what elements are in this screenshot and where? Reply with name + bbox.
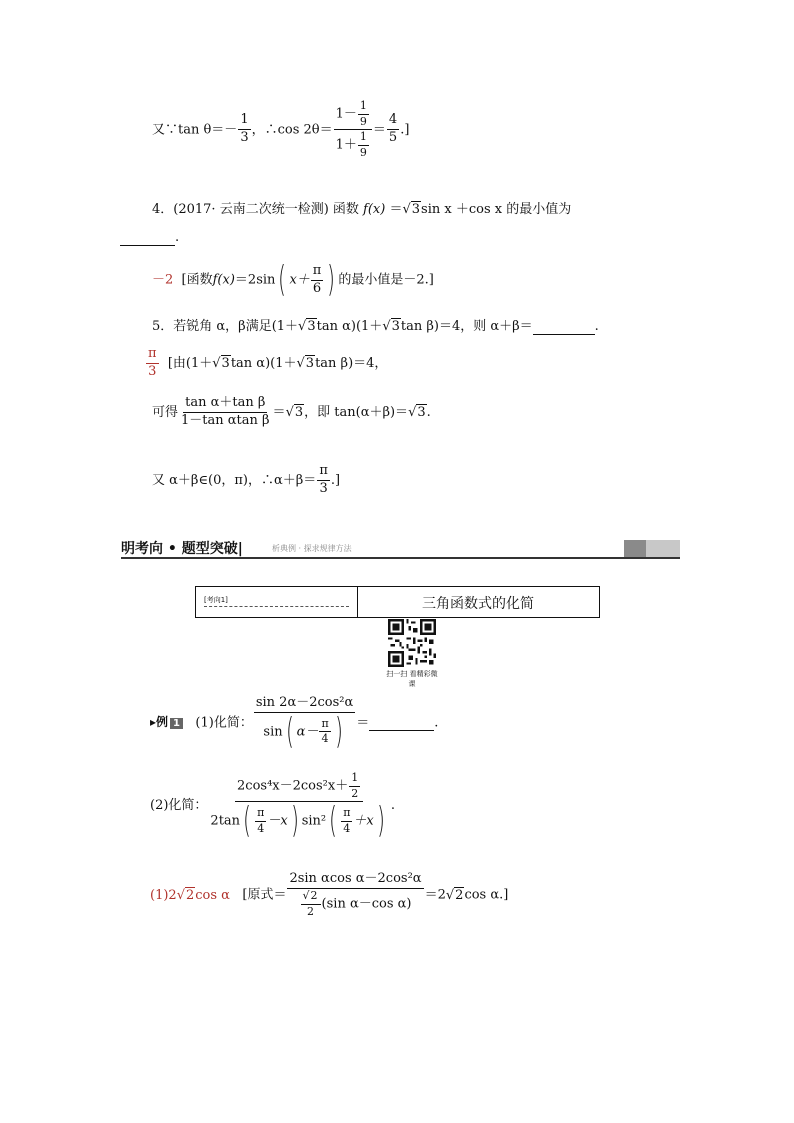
sqrt: √2 [176, 887, 195, 903]
text: . [175, 230, 180, 245]
fraction [358, 131, 369, 159]
sqrt: √3 [285, 404, 304, 420]
text: 又 α＋β∈(0，π)，∴α＋β＝ [152, 472, 317, 488]
text: . [434, 715, 439, 731]
num: π [341, 807, 352, 822]
text: tan β)＝4，则 α＋β＝ [400, 319, 533, 334]
text: ＝ [385, 202, 403, 217]
num [235, 772, 363, 802]
paren: ( [278, 259, 287, 300]
den: 3 [148, 363, 157, 379]
badge-text: 例 [156, 715, 169, 730]
den: 3 [240, 130, 249, 146]
example-1-part1 [150, 696, 438, 750]
text: cos α [195, 887, 230, 903]
radicand: 3 [417, 404, 426, 420]
text: .] [400, 122, 410, 138]
answer-fraction [146, 347, 159, 380]
text: sin [263, 724, 283, 740]
sqrt: √2 [445, 887, 464, 903]
text: 4．(2017· 云南二次统一检测) 函数 [152, 202, 364, 217]
line-tan-theta [152, 100, 409, 160]
fraction [349, 772, 360, 800]
question-5 [152, 315, 599, 335]
sqrt: √2 [302, 888, 318, 902]
example-1-part2 [150, 771, 395, 842]
paren: ) [327, 259, 336, 300]
radicand: 3 [391, 319, 400, 334]
den: 4 [321, 732, 329, 746]
title-text: 明考向 • 题型突破 [121, 541, 238, 557]
radicand: 2 [310, 888, 318, 902]
text: [原式＝ [242, 887, 287, 903]
badge-number: 1 [170, 718, 183, 729]
radicand: 3 [305, 355, 315, 371]
fraction [341, 807, 352, 835]
text: 可得 [152, 404, 179, 420]
dashed-line [204, 606, 349, 607]
den: 9 [359, 145, 367, 159]
text: (1)化简： [195, 715, 253, 731]
fraction [238, 113, 250, 146]
num: 2sin αcos α－2cos²α [287, 872, 423, 889]
text: (2)化简： [150, 798, 208, 814]
text: 又∵tan θ＝－ [152, 122, 238, 138]
text: [函数 [181, 272, 213, 288]
text: 5．若锐角 α，β满足(1＋ [152, 319, 299, 334]
solution-1 [150, 872, 508, 918]
radicand: 3 [221, 355, 230, 371]
text: sin² [301, 813, 327, 829]
decor-block [624, 540, 646, 557]
text: x＋ [289, 272, 310, 288]
answer-4 [152, 259, 434, 300]
paren: ( [329, 800, 338, 842]
paren: ) [376, 800, 385, 842]
text: ，∴cos 2θ＝ [251, 122, 333, 138]
answer-blank [369, 715, 434, 731]
paren: ( [285, 710, 294, 752]
text: tan α)(1＋ [230, 355, 297, 371]
sqrt: √3 [382, 319, 400, 334]
text: tan α)(1＋ [316, 319, 383, 334]
answer [150, 888, 230, 903]
num: sin 2α－2cos²α [254, 696, 355, 713]
text: [由(1＋ [167, 355, 213, 371]
text: 2cos⁴x－2cos²x＋ [237, 778, 349, 794]
fraction [255, 807, 266, 835]
den [261, 710, 347, 752]
topic-box [195, 586, 600, 618]
fraction [179, 396, 272, 429]
qr-caption: 扫一扫 看精彩微课 [386, 670, 438, 688]
fraction [387, 113, 399, 146]
section-rule [121, 557, 680, 559]
text: 的最小值是－2.] [338, 272, 434, 288]
den: 2 [351, 786, 359, 800]
text: ＝2sin [234, 272, 276, 288]
num: π [317, 464, 330, 481]
text: .] [330, 472, 341, 488]
answer-5 [145, 347, 387, 380]
text: ＝ [272, 404, 286, 420]
den: 4 [257, 821, 265, 835]
text: (1)2 [150, 887, 177, 903]
example-badge: ▸例 1 [150, 713, 183, 730]
num: tan α＋tan β [183, 396, 267, 413]
answer-blank [533, 319, 595, 335]
text: cos α.] [464, 887, 509, 903]
num [334, 100, 372, 130]
den: 9 [359, 114, 367, 128]
text: . [426, 404, 431, 420]
radicand: 3 [411, 202, 421, 217]
paren: ( [243, 800, 251, 842]
text: (sin α－cos α) [321, 896, 412, 912]
text: tan β)＝4， [315, 355, 388, 371]
num: 1 [358, 131, 369, 146]
sqrt: √3 [298, 319, 316, 334]
den: 3 [319, 480, 328, 496]
text: ＋x [353, 813, 374, 829]
text: ＝ [372, 122, 386, 138]
paren: ) [290, 800, 299, 842]
big-fraction [334, 100, 372, 160]
answer-5-step2 [152, 396, 431, 429]
num: π [146, 347, 159, 364]
den: 4 [343, 821, 351, 835]
question-4-blank [120, 230, 179, 246]
num: π [311, 264, 324, 281]
text: 1－ [335, 106, 357, 122]
qr-code-icon[interactable] [388, 619, 436, 667]
section-header [121, 538, 680, 558]
radicand: 3 [307, 319, 316, 334]
text: ＝2 [424, 887, 446, 903]
text: f(x) [363, 202, 386, 217]
num [301, 890, 321, 905]
radicand: 3 [294, 404, 304, 420]
radicand: 2 [185, 887, 195, 903]
question-4 [152, 198, 571, 217]
sqrt: √3 [212, 355, 230, 371]
fraction [358, 100, 369, 128]
decor-block [646, 540, 680, 557]
sqrt: √3 [402, 202, 421, 217]
title-bar: | [237, 541, 243, 557]
fraction [254, 696, 355, 750]
fraction [287, 872, 423, 918]
sqrt: √3 [408, 404, 426, 420]
num: π [319, 718, 330, 733]
den: 5 [388, 130, 398, 146]
fraction [208, 771, 389, 842]
radicand: 2 [455, 887, 464, 903]
num: 4 [387, 113, 399, 130]
text: 1＋ [335, 137, 357, 153]
num: π [255, 807, 266, 822]
topic-title: 三角函数式的化简 [422, 596, 534, 612]
text: ＝ [356, 715, 370, 731]
topic-tag-cell [196, 587, 358, 617]
text: . [594, 319, 599, 334]
den [208, 800, 389, 842]
fraction [317, 464, 330, 497]
text: sin x ＋cos x 的最小值为 [421, 202, 572, 217]
paren: ) [334, 710, 343, 752]
den [334, 130, 372, 159]
answer: －2 [152, 272, 174, 288]
num: 1 [349, 772, 360, 787]
text: ，即 tan(α＋β)＝ [304, 404, 409, 420]
text: . [390, 798, 395, 814]
den: 2 [307, 904, 315, 918]
num: 1 [358, 100, 369, 115]
section-title [121, 538, 243, 558]
sqrt: √3 [296, 355, 315, 371]
den: 6 [312, 280, 322, 296]
text: α－ [296, 724, 319, 740]
den: 1－tan αtan β [181, 412, 270, 428]
topic-tag: [考向1] [204, 596, 228, 604]
den [298, 889, 414, 918]
fraction [311, 264, 324, 297]
num: 1 [238, 113, 250, 130]
answer-5-step3 [152, 464, 340, 497]
text: 2tan [210, 813, 241, 829]
answer-blank [120, 230, 175, 246]
text: －x [267, 813, 288, 829]
fraction [301, 890, 321, 918]
section-subtitle: 析典例 · 探求规律方法 [272, 544, 352, 553]
text: f(x) [212, 272, 235, 288]
fraction [319, 718, 330, 746]
